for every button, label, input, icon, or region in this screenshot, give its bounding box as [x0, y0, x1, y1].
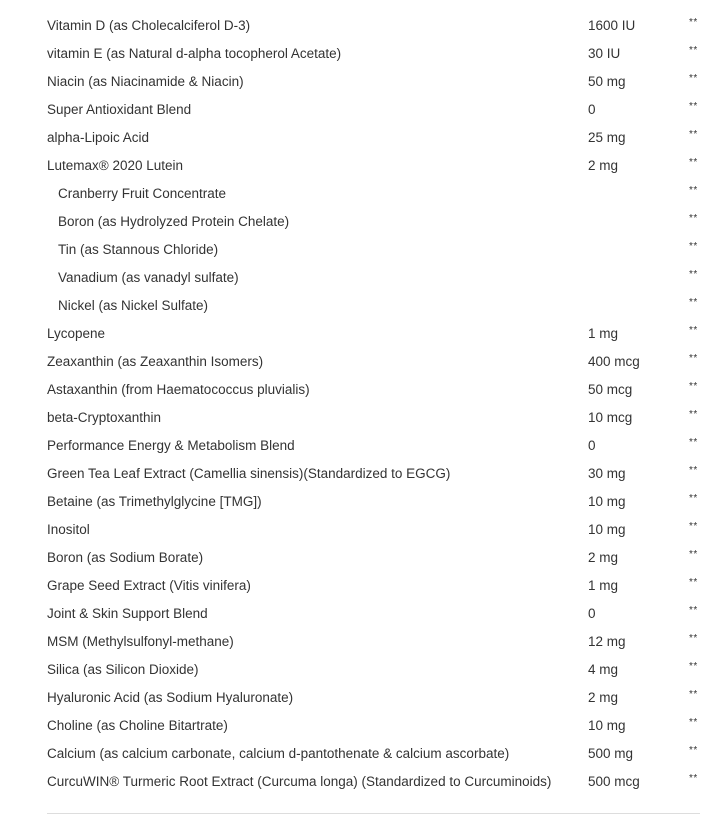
ingredient-amount: 0: [588, 606, 596, 621]
daily-value: **: [689, 605, 698, 616]
ingredient-name: Astaxanthin (from Haematococcus pluvialis): [47, 382, 310, 397]
table-row: [0, 292, 728, 320]
table-row: [0, 96, 728, 124]
ingredient-amount: 2 mg: [588, 158, 619, 173]
ingredient-name: Silica (as Silicon Dioxide): [47, 662, 199, 677]
table-row: [0, 208, 728, 236]
daily-value: **: [689, 17, 698, 28]
daily-value: **: [689, 773, 698, 784]
ingredient-name: Vitamin D (as Cholecalciferol D-3): [47, 18, 251, 33]
table-row: [0, 68, 728, 96]
table-row: [0, 376, 728, 404]
ingredient-name: alpha-Lipoic Acid: [47, 130, 150, 145]
table-bottom-divider: [47, 813, 700, 814]
daily-value: **: [689, 353, 698, 364]
table-row: [0, 460, 728, 488]
table-row: [0, 488, 728, 516]
ingredient-amount: 1600 IU: [588, 18, 636, 33]
daily-value: **: [689, 745, 698, 756]
ingredient-amount: 0: [588, 438, 596, 453]
daily-value: **: [689, 269, 698, 280]
table-row: [0, 320, 728, 348]
daily-value: **: [689, 241, 698, 252]
ingredient-amount: 10 mg: [588, 494, 626, 509]
daily-value: **: [689, 661, 698, 672]
ingredient-amount: 10 mcg: [588, 410, 633, 425]
ingredient-amount: 50 mcg: [588, 382, 633, 397]
table-row: [0, 124, 728, 152]
ingredient-amount: 12 mg: [588, 634, 626, 649]
daily-value: **: [689, 409, 698, 420]
ingredient-amount: 500 mg: [588, 746, 634, 761]
daily-value: **: [689, 465, 698, 476]
daily-value: **: [689, 689, 698, 700]
table-row: [0, 348, 728, 376]
daily-value: **: [689, 185, 698, 196]
ingredient-amount: 25 mg: [588, 130, 626, 145]
ingredient-amount: 400 mcg: [588, 354, 640, 369]
ingredient-amount: 4 mg: [588, 662, 619, 677]
supplement-facts-table: [0, 12, 728, 796]
ingredient-name: MSM (Methylsulfonyl-methane): [47, 634, 234, 649]
daily-value: **: [689, 45, 698, 56]
table-row: [0, 740, 728, 768]
daily-value: **: [689, 437, 698, 448]
ingredient-name: Calcium (as calcium carbonate, calcium d-pantothenate & calcium ascorbate): [47, 746, 510, 761]
table-row: [0, 656, 728, 684]
ingredient-name: Vanadium (as vanadyl sulfate): [58, 270, 239, 285]
daily-value: **: [689, 213, 698, 224]
daily-value: **: [689, 493, 698, 504]
daily-value: **: [689, 297, 698, 308]
ingredient-name: CurcuWIN® Turmeric Root Extract (Curcuma longa) (Standardized to Curcuminoids): [47, 774, 552, 789]
ingredient-amount: 500 mcg: [588, 774, 640, 789]
ingredient-name: Cranberry Fruit Concentrate: [58, 186, 227, 201]
ingredient-amount: 30 mg: [588, 466, 626, 481]
daily-value: **: [689, 101, 698, 112]
daily-value: **: [689, 577, 698, 588]
ingredient-name: Grape Seed Extract (Vitis vinifera): [47, 578, 251, 593]
ingredient-name: Boron (as Hydrolyzed Protein Chelate): [58, 214, 290, 229]
table-row: [0, 180, 728, 208]
table-row: [0, 432, 728, 460]
daily-value: **: [689, 381, 698, 392]
ingredient-name: Zeaxanthin (as Zeaxanthin Isomers): [47, 354, 264, 369]
table-row: [0, 684, 728, 712]
table-row: [0, 264, 728, 292]
ingredient-name: Nickel (as Nickel Sulfate): [58, 298, 209, 313]
ingredient-amount: 1 mg: [588, 326, 619, 341]
ingredient-name: Choline (as Choline Bitartrate): [47, 718, 228, 733]
ingredient-name: Hyaluronic Acid (as Sodium Hyaluronate): [47, 690, 294, 705]
ingredient-name: Boron (as Sodium Borate): [47, 550, 204, 565]
table-row: [0, 600, 728, 628]
ingredient-name: Green Tea Leaf Extract (Camellia sinensis)(Standardized to EGCG): [47, 466, 451, 481]
ingredient-name: vitamin E (as Natural d-alpha tocopherol Acetate): [47, 46, 342, 61]
ingredient-amount: 0: [588, 102, 596, 117]
table-row: [0, 628, 728, 656]
daily-value: **: [689, 325, 698, 336]
daily-value: **: [689, 549, 698, 560]
table-row: [0, 712, 728, 740]
ingredient-name: Lycopene: [47, 326, 106, 341]
table-row: [0, 12, 728, 40]
ingredient-name: Super Antioxidant Blend: [47, 102, 192, 117]
ingredient-name: Lutemax® 2020 Lutein: [47, 158, 184, 173]
ingredient-name: Tin (as Stannous Chloride): [58, 242, 219, 257]
ingredient-amount: 2 mg: [588, 690, 619, 705]
ingredient-amount: 1 mg: [588, 578, 619, 593]
table-row: [0, 404, 728, 432]
ingredient-name: Niacin (as Niacinamide & Niacin): [47, 74, 244, 89]
daily-value: **: [689, 633, 698, 644]
table-row: [0, 516, 728, 544]
table-row: [0, 572, 728, 600]
ingredient-name: Betaine (as Trimethylglycine [TMG]): [47, 494, 262, 509]
daily-value: **: [689, 73, 698, 84]
daily-value: **: [689, 129, 698, 140]
ingredient-amount: 30 IU: [588, 46, 621, 61]
ingredient-name: Joint & Skin Support Blend: [47, 606, 208, 621]
ingredient-name: beta-Cryptoxanthin: [47, 410, 162, 425]
table-row: [0, 768, 728, 796]
ingredient-amount: 10 mg: [588, 522, 626, 537]
table-row: [0, 236, 728, 264]
ingredient-amount: 2 mg: [588, 550, 619, 565]
table-row: [0, 544, 728, 572]
ingredient-amount: 50 mg: [588, 74, 626, 89]
ingredient-name: Inositol: [47, 522, 90, 537]
daily-value: **: [689, 717, 698, 728]
daily-value: **: [689, 521, 698, 532]
table-row: [0, 40, 728, 68]
ingredient-name: Performance Energy & Metabolism Blend: [47, 438, 295, 453]
daily-value: **: [689, 157, 698, 168]
ingredient-amount: 10 mg: [588, 718, 626, 733]
table-row: [0, 152, 728, 180]
